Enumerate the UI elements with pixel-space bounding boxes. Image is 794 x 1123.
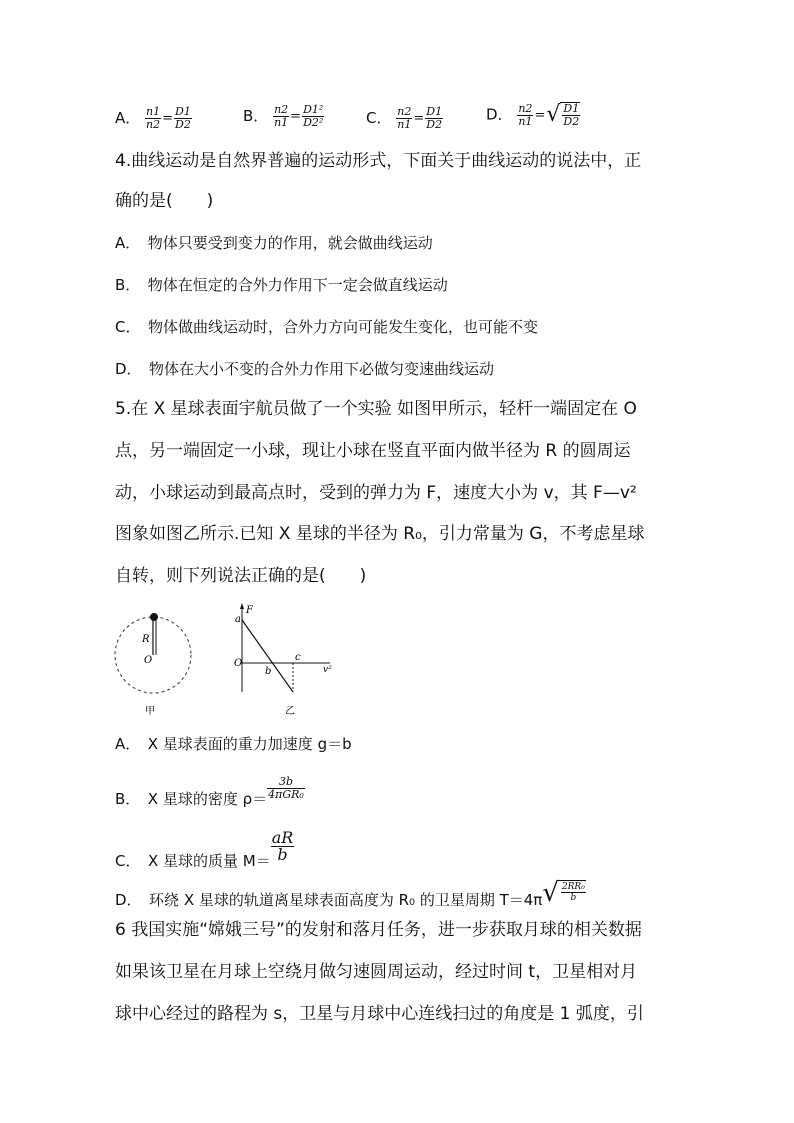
frac-num: n1 (146, 105, 161, 118)
frac-num: D1² (303, 103, 324, 116)
caption-jia: 甲 (145, 706, 155, 717)
label-R: R (142, 634, 150, 645)
q5-stem-line1: 5.在 X 星球表面宇航员做了一个实验 如图甲所示，轻杆一端固定在 O (115, 399, 637, 419)
q3-c-rhs (425, 106, 443, 131)
q4-option-d: D． 物体在大小不变的合外力作用下必做匀变速曲线运动 (115, 360, 495, 378)
q3-option-d-label: D． (486, 105, 513, 124)
frac-den: n2 (146, 118, 161, 131)
q3-option-c: C． $\frac{n2}{n1}$ = $\frac{D1}{D2}$ (366, 105, 443, 131)
frac-num: D1 (426, 105, 443, 118)
q3-option-b: B． $\frac{n2}{n1}$ = $\frac{\text{D1²}}{\text{D2²}}$ (243, 103, 324, 129)
q3-option-d: D． $\frac{n2}{n1}$ =√ $\frac{D1}{D2}$ (486, 101, 580, 128)
q4-option-c: C． 物体做曲线运动时，合外力方向可能发生变化，也可能不变 (115, 318, 538, 336)
sqrt-sign: √ (546, 102, 561, 127)
q5-b-frac (267, 776, 305, 801)
frac-num: D1 (563, 102, 580, 115)
frac-den: b (277, 845, 288, 864)
q3-option-b-label: B． (243, 107, 269, 125)
q5-c-frac (271, 830, 295, 863)
label-a: a (235, 614, 241, 625)
frac-num: n2 (274, 103, 289, 116)
q5-stem-line2: 点，另一端固定一小球，现让小球在竖直平面内做半径为 R 的圆周运 (115, 441, 631, 461)
q3-d-sqrt (560, 102, 580, 128)
q3-d-rhs (562, 103, 580, 128)
q3-b-rhs (302, 104, 324, 129)
q3-option-a-label: A． (115, 109, 141, 127)
label-F: F (246, 605, 253, 616)
q6-line3: 球中心经过的路程为 s，卫星与月球中心连线扫过的角度是 1 弧度，引 (115, 1004, 644, 1024)
frac-den: D2² (303, 116, 324, 129)
q5-d-sqrt (559, 880, 586, 903)
q4-option-b: B． 物体在恒定的合外力作用下一定会做直线运动 (115, 276, 448, 294)
frac-den: D2 (563, 115, 580, 128)
q5-option-c (115, 830, 294, 872)
graph-line (242, 620, 293, 692)
label-v2: v² (323, 665, 332, 675)
q3-b-lhs (273, 104, 289, 129)
q5-stem-line4: 图象如图乙所示.已知 X 星球的半径为 R₀，引力常量为 G，不考虑星球 (115, 524, 645, 544)
q3-c-lhs (396, 106, 412, 131)
q3-a-rhs (174, 106, 192, 131)
q4-stem-line1: 4.曲线运动是自然界普遍的运动形式，下面关于曲线运动的说法中，正 (115, 151, 642, 171)
label-O2: O (234, 658, 243, 669)
frac-den: b (570, 893, 577, 903)
frac-num: 3b (267, 776, 305, 789)
q6-line2: 如果该卫星在月球上空绕月做匀速圆周运动，经过时间 t，卫星相对月 (115, 962, 638, 982)
frac-num: n2 (518, 101, 533, 115)
caption-yi: 乙 (285, 706, 295, 717)
q5-option-d-text: D． 环绕 X 星球的轨道离星球表面高度为 R₀ 的卫星周期 T＝4π (115, 891, 543, 909)
frac-den: n1 (518, 114, 533, 128)
q3-a-lhs (145, 106, 161, 131)
q4-stem-line2: 确的是( ) (115, 191, 214, 211)
q3-option-a: A． $\frac{n1}{n2}$ = $\frac{D1}{D2}$ (115, 105, 191, 131)
frac-den: 4πGR₀ (268, 788, 304, 801)
q5-option-c-text: C． X 星球的质量 M＝ (115, 852, 271, 870)
q5-option-b-text: B． X 星球的密度 ρ＝ (115, 790, 268, 808)
frac-den: n1 (274, 116, 289, 129)
q3-d-lhs (517, 103, 533, 128)
ball (150, 613, 158, 621)
frac-num: aR (271, 828, 294, 847)
q5-option-d (115, 880, 586, 911)
label-b: b (265, 666, 272, 677)
q5-option-a: A． X 星球表面的重力加速度 g＝b (115, 735, 352, 753)
sqrt-sign: √ (542, 878, 559, 908)
q5-stem-line3: 动，小球运动到最高点时，受到的弹力为 F，速度大小为 v，其 F—v² (115, 483, 637, 503)
q6-line1: 6 我国实施“嫦娥三号”的发射和落月任务，进一步获取月球的相关数据 (115, 920, 642, 940)
frac-den: D2 (426, 118, 443, 131)
q3-option-c-label: C． (366, 109, 392, 127)
q5-figure (105, 600, 355, 720)
y-arrow (240, 603, 244, 609)
frac-den: D2 (175, 118, 191, 131)
q5-stem-line5: 自转，则下列说法正确的是( ) (115, 566, 367, 586)
q5-d-frac (561, 882, 586, 903)
frac-den: n1 (397, 118, 412, 131)
frac-num: 2RR₀ (561, 882, 585, 892)
label-O: O (144, 655, 153, 666)
label-c: c (295, 652, 301, 663)
frac-num: D1 (175, 105, 191, 118)
frac-num: n2 (397, 105, 412, 118)
q5-option-b (115, 776, 305, 810)
q4-option-a: A． 物体只要受到变力的作用，就会做曲线运动 (115, 234, 433, 252)
